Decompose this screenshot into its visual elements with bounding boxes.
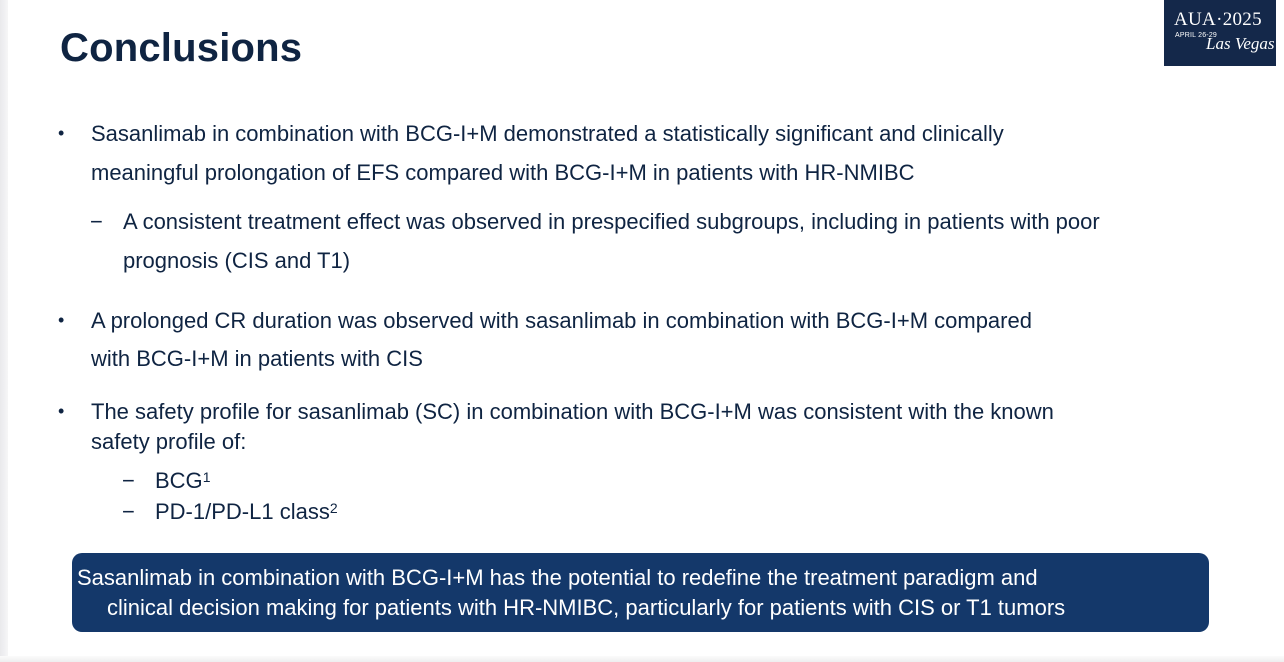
- sub-bullet-dash: −: [90, 209, 103, 234]
- bullet-line: meaningful prolongation of EFS compared with BCG-I+M in patients with HR-NMIBC: [91, 160, 915, 185]
- bullet-dot: •: [58, 123, 65, 143]
- bullet-dot: •: [58, 401, 65, 421]
- slide-left-edge: [0, 0, 8, 662]
- aua-2025-logo: [1164, 0, 1276, 66]
- bullet-dot: •: [58, 310, 65, 330]
- sub-bullet-dash: −: [122, 499, 135, 524]
- sub-bullet-line: A consistent treatment effect was observed in prespecified subgroups, including in patients with poor: [123, 209, 1100, 234]
- bullet-line: safety profile of:: [91, 429, 247, 454]
- reference-superscript: 2: [329, 500, 338, 516]
- bullet-line: Sasanlimab in combination with BCG-I+M demonstrated a statistically significant and clinically: [91, 121, 1004, 146]
- callout-line: clinical decision making for patients with HR-NMIBC, particularly for patients with CIS or T1 tumors: [107, 595, 1066, 620]
- bullet-line: with BCG-I+M in patients with CIS: [91, 346, 423, 371]
- sub-bullet-line: [155, 497, 338, 526]
- sub-bullet-line: [155, 466, 210, 495]
- sub-bullet-dash: −: [122, 468, 135, 493]
- logo-city: Las Vegas: [1206, 34, 1275, 53]
- sub-bullet-text: PD-1/PD-L1 class: [155, 499, 330, 524]
- conclusion-callout-box: [72, 553, 1209, 632]
- callout-line: Sasanlimab in combination with BCG-I+M has the potential to redefine the treatment paradigm and: [77, 565, 1038, 590]
- bullet-line: A prolonged CR duration was observed with sasanlimab in combination with BCG-I+M compared: [91, 308, 1032, 333]
- slide-bottom-edge: [0, 656, 1284, 662]
- bullet-line: The safety profile for sasanlimab (SC) in combination with BCG-I+M was consistent with the known: [91, 399, 1054, 424]
- logo-main-text: AUA·2025: [1174, 9, 1262, 30]
- sub-bullet-text: BCG: [155, 468, 203, 493]
- logo-dates: APRIL 26-29: [1175, 32, 1218, 39]
- sub-bullet-line: prognosis (CIS and T1): [123, 248, 351, 273]
- reference-superscript: 1: [202, 469, 211, 485]
- page-title: Conclusions: [60, 26, 303, 70]
